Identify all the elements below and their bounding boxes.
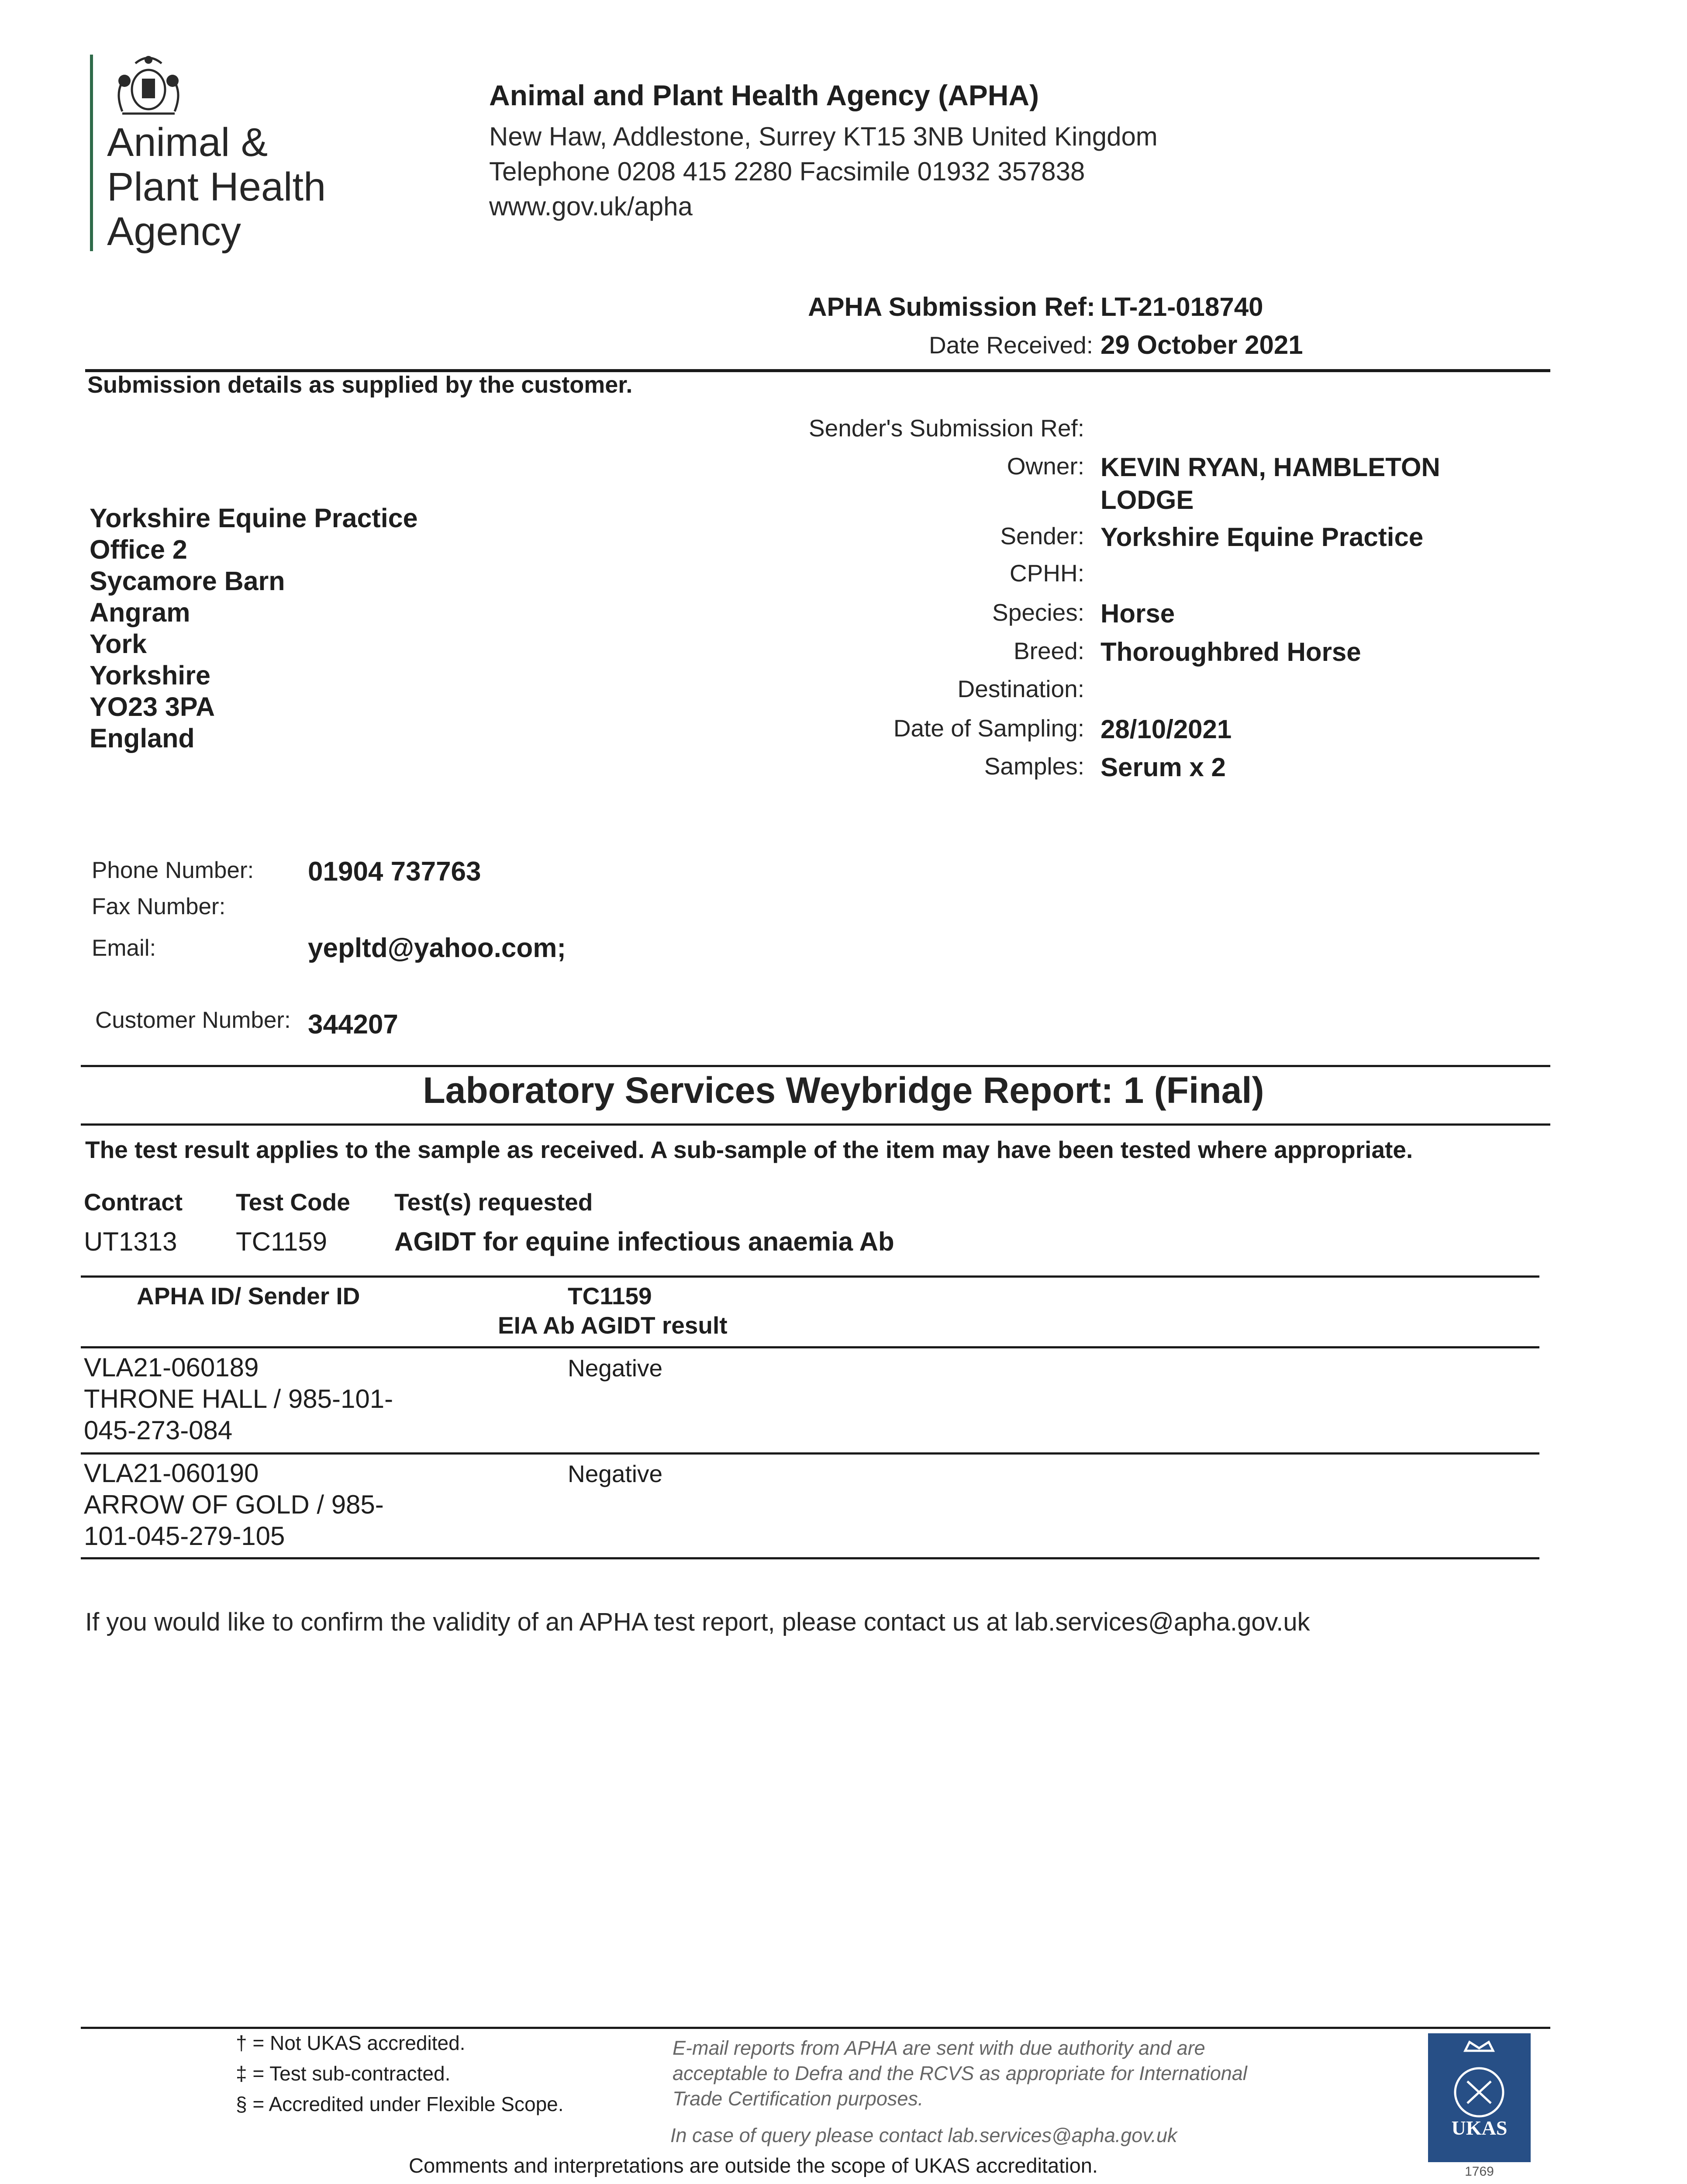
date-received-value: 29 October 2021 (1101, 330, 1303, 359)
royal-crest-icon (105, 50, 192, 120)
logo-text-line3: Agency (107, 209, 241, 254)
samples-label: Samples: (984, 753, 1084, 780)
address-line: Office 2 (90, 535, 187, 564)
address-line: Yorkshire (90, 660, 210, 690)
results-divider-header (81, 1346, 1539, 1348)
address-line: York (90, 629, 147, 659)
email-value[interactable]: yepltd@yahoo.com; (308, 933, 566, 963)
owner-value-line1: KEVIN RYAN, HAMBLETON (1101, 453, 1440, 482)
result-row-value: Negative (568, 1355, 663, 1382)
result-row-id-line2: ARROW OF GOLD / 985- (84, 1490, 384, 1519)
address-line: England (90, 723, 195, 753)
address-line: Angram (90, 598, 190, 627)
ukas-logo-text: UKAS (1451, 2117, 1508, 2139)
sender-label: Sender: (1000, 522, 1084, 549)
species-value: Horse (1101, 599, 1175, 628)
fax-label: Fax Number: (92, 894, 226, 919)
results-divider-row (81, 1452, 1539, 1455)
test-code-header: Test Code (236, 1189, 350, 1216)
ukas-logo (1428, 2033, 1531, 2162)
footnote-subcontracted: ‡ = Test sub-contracted. (236, 2062, 451, 2085)
report-title: Laboratory Services Weybridge Report: 1 (Final) (423, 1070, 1264, 1111)
sample-disclaimer: The test result applies to the sample as received. A sub-sample of the item may have been tested where appropriate. (85, 1136, 1413, 1163)
logo-accent-bar (90, 55, 93, 251)
address-line: Yorkshire Equine Practice (90, 503, 418, 533)
breed-label: Breed: (1013, 637, 1084, 664)
contract-header: Contract (84, 1189, 183, 1216)
address-line: Sycamore Barn (90, 566, 285, 596)
ukas-scope-note: Comments and interpretations are outside the scope of UKAS accreditation. (409, 2154, 1098, 2177)
address-line: YO23 3PA (90, 692, 215, 722)
divider-report-bottom (81, 1123, 1550, 1126)
sender-value: Yorkshire Equine Practice (1101, 522, 1424, 552)
footnote-not-accredited: † = Not UKAS accredited. (236, 2032, 466, 2054)
agency-phone-fax: Telephone 0208 415 2280 Facsimile 01932 357838 (489, 157, 1085, 186)
result-row-id-line1: VLA21-060190 (84, 1458, 259, 1488)
result-row-id-line2: THRONE HALL / 985-101- (84, 1384, 393, 1413)
phone-value: 01904 737763 (308, 857, 481, 887)
customer-number-label: Customer Number: (95, 1007, 291, 1033)
senders-ref-label: Sender's Submission Ref: (808, 415, 1084, 442)
result-row-id-line3: 101-045-279-105 (84, 1521, 285, 1551)
results-divider-bottom (81, 1557, 1539, 1559)
footer-divider (81, 2027, 1550, 2029)
result-row-id-line3: 045-273-084 (84, 1416, 233, 1445)
breed-value: Thoroughbred Horse (1101, 637, 1361, 667)
submission-ref-value: LT-21-018740 (1101, 292, 1263, 321)
ukas-number: 1769 (1465, 2164, 1494, 2179)
query-note: In case of query please contact lab.services@apha.gov.uk (670, 2124, 1177, 2146)
contract-value: UT1313 (84, 1227, 177, 1256)
test-requested-value: AGIDT for equine infectious anaemia Ab (394, 1227, 894, 1256)
submission-ref-label: APHA Submission Ref: (808, 292, 1095, 321)
tests-requested-header: Test(s) requested (394, 1189, 593, 1216)
phone-label: Phone Number: (92, 857, 254, 883)
results-id-header: APHA ID/ Sender ID (137, 1282, 360, 1310)
email-note-line1: E-mail reports from APHA are sent with due authority and are (673, 2037, 1205, 2059)
results-code-header: TC1159 (568, 1282, 652, 1310)
destination-label: Destination: (957, 675, 1084, 702)
cphh-label: CPHH: (1009, 560, 1084, 587)
result-row-id-line1: VLA21-060189 (84, 1353, 259, 1382)
logo-text-line1: Animal & (107, 120, 268, 165)
species-label: Species: (992, 599, 1084, 626)
agency-name: Animal and Plant Health Agency (APHA) (489, 79, 1039, 111)
email-note-line2: acceptable to Defra and the RCVS as appropriate for International (673, 2062, 1247, 2084)
agency-address: New Haw, Addlestone, Surrey KT15 3NB United Kingdom (489, 122, 1158, 151)
sampling-date-value: 28/10/2021 (1101, 715, 1232, 744)
email-label: Email: (92, 935, 156, 961)
owner-label: Owner: (1007, 453, 1084, 480)
details-heading: Submission details as supplied by the customer. (87, 372, 633, 398)
logo-text-line2: Plant Health (107, 165, 326, 209)
validity-note: If you would like to confirm the validity of an APHA test report, please contact us at lab.services@apha.gov.uk (85, 1608, 1310, 1636)
sampling-date-label: Date of Sampling: (893, 715, 1084, 742)
date-received-label: Date Received: (928, 332, 1093, 359)
samples-value: Serum x 2 (1101, 753, 1226, 782)
footnote-flexible-scope: § = Accredited under Flexible Scope. (236, 2093, 564, 2115)
owner-value-line2: LODGE (1101, 485, 1194, 515)
result-row-value: Negative (568, 1460, 663, 1487)
customer-number-value: 344207 (308, 1009, 398, 1040)
divider-report-top (81, 1065, 1550, 1067)
agency-website[interactable]: www.gov.uk/apha (489, 192, 693, 221)
results-divider-top (81, 1275, 1539, 1278)
email-note-line3: Trade Certification purposes. (673, 2087, 924, 2110)
results-result-header: EIA Ab AGIDT result (498, 1312, 728, 1339)
test-code-value: TC1159 (236, 1227, 328, 1256)
